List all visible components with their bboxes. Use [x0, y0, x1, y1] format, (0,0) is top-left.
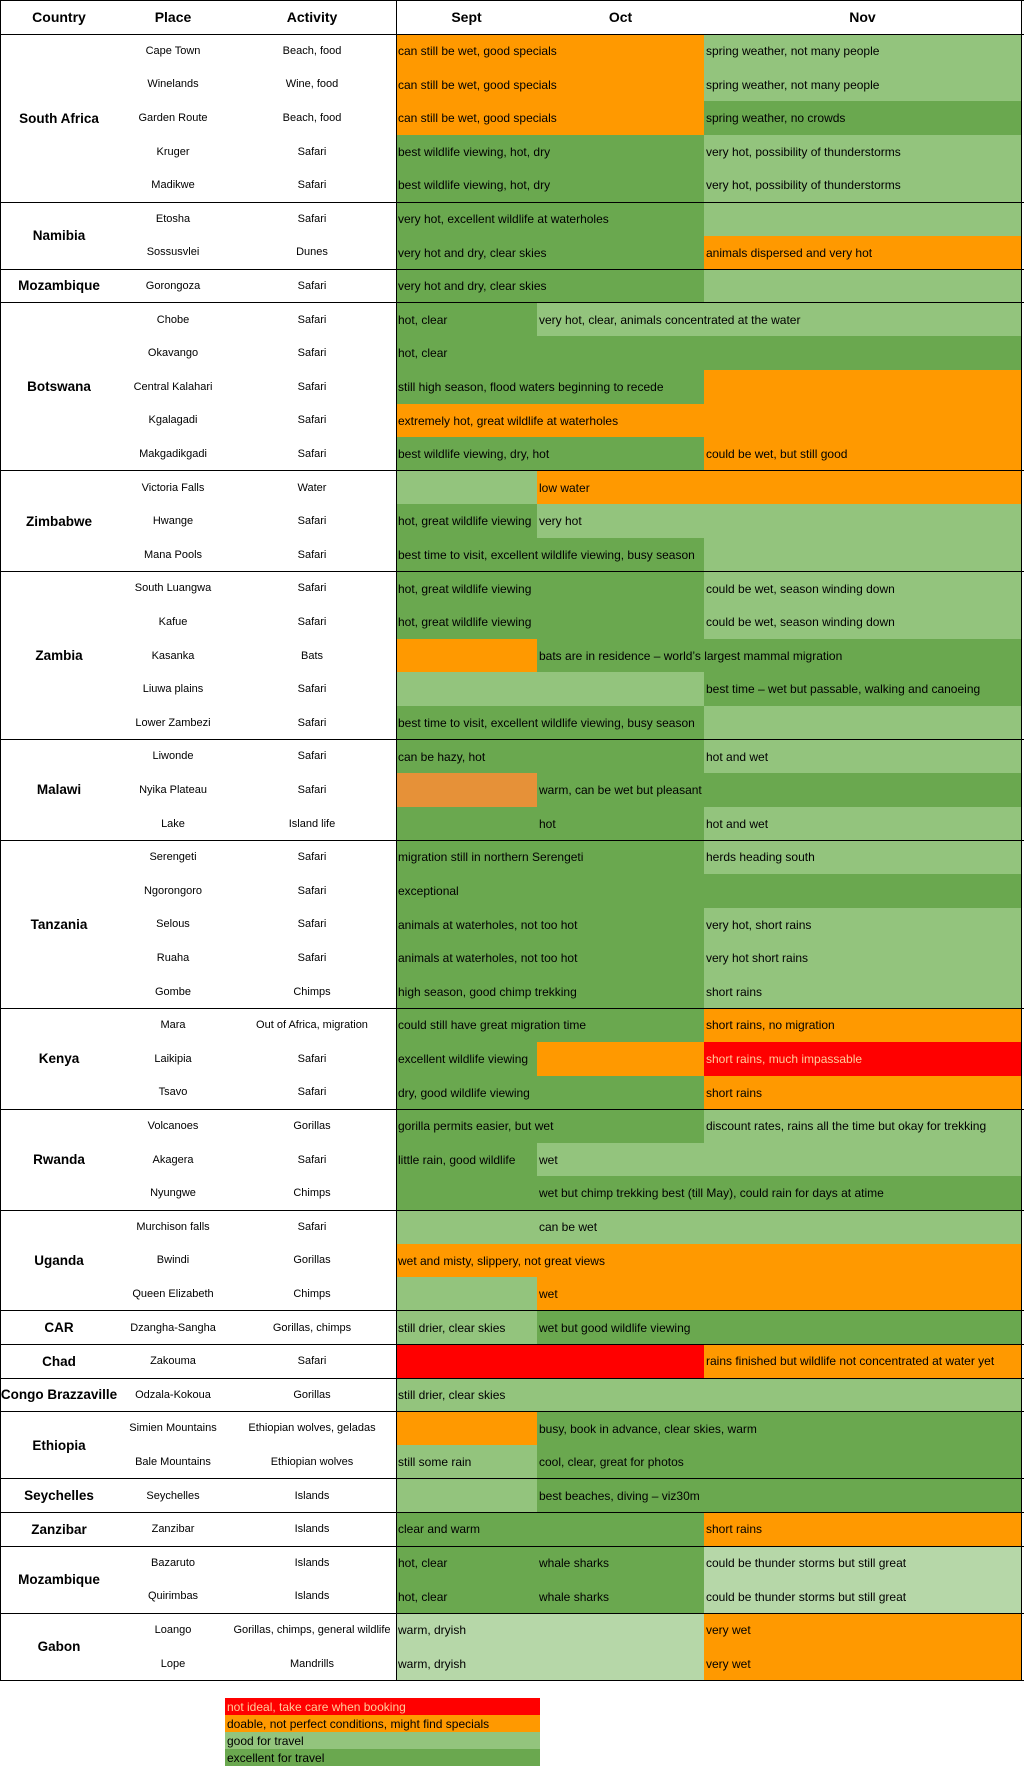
column-divider: [1021, 0, 1022, 1680]
season-note: little rain, good wildlife: [396, 1143, 537, 1177]
activity-name: Safari: [228, 1143, 396, 1177]
season-note: whale sharks: [537, 1546, 704, 1580]
season-note: busy, book in advance, clear skies, warm: [537, 1412, 1021, 1446]
place-name: Nyika Plateau: [118, 773, 228, 807]
row-divider: [0, 302, 1024, 303]
activity-name: Islands: [228, 1512, 396, 1546]
season-note: low water: [537, 471, 1021, 505]
season-note: short rains, no migration: [704, 1008, 1021, 1042]
season-note: wet: [537, 1277, 1021, 1311]
country-name: Rwanda: [0, 1109, 118, 1210]
season-note: hot, great wildlife viewing: [396, 605, 704, 639]
season-note: [704, 202, 1021, 236]
season-note: can be wet: [537, 1210, 1021, 1244]
season-note: very hot and dry, clear skies: [396, 269, 704, 303]
season-note: could be wet, but still good: [704, 437, 1021, 471]
place-name: Seychelles: [118, 1479, 228, 1513]
season-note: hot, great wildlife viewing: [396, 504, 537, 538]
place-name: Laikipia: [118, 1042, 228, 1076]
activity-name: Safari: [228, 706, 396, 740]
activity-name: Out of Africa, migration: [228, 1008, 396, 1042]
season-note: wet but chimp trekking best (till May), could rain for days at atime: [537, 1176, 1021, 1210]
row-divider: [0, 1546, 1024, 1547]
season-note: hot, great wildlife viewing: [396, 572, 704, 606]
activity-name: Safari: [228, 202, 396, 236]
season-note: wet and misty, slippery, not great views: [396, 1244, 1021, 1278]
activity-name: Safari: [228, 572, 396, 606]
season-note: [704, 706, 1021, 740]
place-name: Etosha: [118, 202, 228, 236]
season-note: short rains: [704, 975, 1021, 1009]
season-note: animals at waterholes, not too hot: [396, 941, 704, 975]
column-divider: [0, 0, 1, 1680]
place-name: Nyungwe: [118, 1176, 228, 1210]
season-note: exceptional: [396, 874, 1021, 908]
season-note: could be wet, season winding down: [704, 605, 1021, 639]
activity-name: Wine, food: [228, 68, 396, 102]
season-note: gorilla permits easier, but wet: [396, 1109, 704, 1143]
country-name: Botswana: [0, 303, 118, 471]
season-note: hot, clear: [396, 1546, 537, 1580]
place-name: Mana Pools: [118, 538, 228, 572]
activity-name: Islands: [228, 1479, 396, 1513]
season-note: short rains: [704, 1076, 1021, 1110]
activity-name: Safari: [228, 1042, 396, 1076]
row-divider: [0, 1613, 1024, 1614]
activity-name: Safari: [228, 370, 396, 404]
activity-name: Safari: [228, 740, 396, 774]
place-name: Chobe: [118, 303, 228, 337]
season-note: dry, good wildlife viewing: [396, 1076, 704, 1110]
place-name: Odzala-Kokoua: [118, 1378, 228, 1412]
season-note: hot: [537, 807, 704, 841]
activity-name: Safari: [228, 504, 396, 538]
season-note: can still be wet, good specials: [396, 34, 704, 68]
place-name: Victoria Falls: [118, 471, 228, 505]
activity-name: Water: [228, 471, 396, 505]
season-note: bats are in residence – world’s largest mammal migration: [537, 639, 1021, 673]
country-name: Namibia: [0, 202, 118, 269]
country-name: Gabon: [0, 1613, 118, 1680]
activity-name: Islands: [228, 1580, 396, 1614]
place-name: Gorongoza: [118, 269, 228, 303]
legend-item: doable, not perfect conditions, might find specials: [225, 1715, 540, 1732]
place-name: Serengeti: [118, 840, 228, 874]
season-note: very hot, possibility of thunderstorms: [704, 135, 1021, 169]
season-note: warm, dryish: [396, 1647, 704, 1681]
activity-name: Safari: [228, 135, 396, 169]
season-note: animals at waterholes, not too hot: [396, 908, 704, 942]
activity-name: Chimps: [228, 1277, 396, 1311]
season-note: discount rates, rains all the time but okay for trekking: [704, 1109, 1021, 1143]
header-country: Country: [32, 9, 86, 25]
row-divider: [0, 34, 1024, 35]
season-note: whale sharks: [537, 1580, 704, 1614]
season-note: cool, clear, great for photos: [537, 1445, 1021, 1479]
row-divider: [0, 1478, 1024, 1479]
place-name: Kruger: [118, 135, 228, 169]
season-note: hot, clear: [396, 303, 537, 337]
activity-name: Gorillas, chimps, general wildlife: [228, 1613, 396, 1647]
season-note: extremely hot, great wildlife at waterholes: [396, 404, 1021, 438]
activity-name: Safari: [228, 303, 396, 337]
season-note: very hot, excellent wildlife at waterholes: [396, 202, 704, 236]
activity-name: Safari: [228, 404, 396, 438]
activity-name: Beach, food: [228, 101, 396, 135]
place-name: Makgadikgadi: [118, 437, 228, 471]
row-divider: [0, 269, 1024, 270]
row-divider: [0, 1210, 1024, 1211]
season-note: animals dispersed and very hot: [704, 236, 1021, 270]
country-name: Ethiopia: [0, 1412, 118, 1479]
country-name: Seychelles: [0, 1479, 118, 1513]
country-name: Mozambique: [0, 269, 118, 303]
place-name: Bale Mountains: [118, 1445, 228, 1479]
legend-item: excellent for travel: [225, 1749, 540, 1766]
row-divider: [0, 840, 1024, 841]
place-name: Loango: [118, 1613, 228, 1647]
activity-name: Bats: [228, 639, 396, 673]
season-note: spring weather, not many people: [704, 34, 1021, 68]
season-note: very hot, possibility of thunderstorms: [704, 168, 1021, 202]
place-name: Cape Town: [118, 34, 228, 68]
activity-name: Safari: [228, 538, 396, 572]
place-name: Selous: [118, 908, 228, 942]
country-name: CAR: [0, 1311, 118, 1345]
season-note: very hot, clear, animals concentrated at the water: [537, 303, 1021, 337]
season-note: very hot short rains: [704, 941, 1021, 975]
legend-item: not ideal, take care when booking: [225, 1698, 540, 1715]
season-note: [704, 538, 1021, 572]
season-note: [396, 773, 537, 807]
country-name: Tanzania: [0, 840, 118, 1008]
place-name: Zanzibar: [118, 1512, 228, 1546]
season-note: migration still in northern Serengeti: [396, 840, 704, 874]
season-note: short rains: [704, 1512, 1021, 1546]
header-activity: Activity: [286, 9, 338, 25]
activity-name: Safari: [228, 605, 396, 639]
season-note: still drier, clear skies: [396, 1378, 1021, 1412]
place-name: Zakouma: [118, 1344, 228, 1378]
activity-name: Safari: [228, 1210, 396, 1244]
season-note: very hot, short rains: [704, 908, 1021, 942]
place-name: Dzangha-Sangha: [118, 1311, 228, 1345]
activity-name: Islands: [228, 1546, 396, 1580]
season-note: could be thunder storms but still great: [704, 1580, 1021, 1614]
season-note: [396, 807, 537, 841]
place-name: Madikwe: [118, 168, 228, 202]
activity-name: Gorillas: [228, 1378, 396, 1412]
table-top-border: [0, 0, 1024, 1]
season-note: [396, 1277, 537, 1311]
activity-name: Dunes: [228, 236, 396, 270]
season-note: still some rain: [396, 1445, 537, 1479]
activity-name: Safari: [228, 672, 396, 706]
place-name: Liwonde: [118, 740, 228, 774]
place-name: Sossusvlei: [118, 236, 228, 270]
place-name: Kasanka: [118, 639, 228, 673]
country-name: Mozambique: [0, 1546, 118, 1613]
activity-name: Gorillas, chimps: [228, 1311, 396, 1345]
place-name: Tsavo: [118, 1076, 228, 1110]
activity-name: Safari: [228, 908, 396, 942]
place-name: Quirimbas: [118, 1580, 228, 1614]
season-note: [396, 1479, 537, 1513]
activity-name: Safari: [228, 840, 396, 874]
activity-name: Gorillas: [228, 1109, 396, 1143]
season-note: best wildlife viewing, hot, dry: [396, 135, 704, 169]
place-name: Kgalagadi: [118, 404, 228, 438]
place-name: Lake: [118, 807, 228, 841]
place-name: Bazaruto: [118, 1546, 228, 1580]
season-note: [396, 639, 537, 673]
activity-name: Ethiopian wolves: [228, 1445, 396, 1479]
country-name: Zimbabwe: [0, 471, 118, 572]
place-name: Central Kalahari: [118, 370, 228, 404]
row-divider: [0, 1512, 1024, 1513]
row-divider: [0, 571, 1024, 572]
place-name: Kafue: [118, 605, 228, 639]
season-note: very hot: [537, 504, 1021, 538]
season-note: short rains, much impassable: [704, 1042, 1021, 1076]
country-name: South Africa: [0, 34, 118, 202]
season-note: herds heading south: [704, 840, 1021, 874]
row-divider: [0, 1411, 1024, 1412]
season-note: [396, 1176, 537, 1210]
place-name: Hwange: [118, 504, 228, 538]
season-note: best time to visit, excellent wildlife viewing, busy season: [396, 538, 704, 572]
season-note: best wildlife viewing, hot, dry: [396, 168, 704, 202]
column-divider: [396, 0, 397, 1680]
place-name: Ruaha: [118, 941, 228, 975]
place-name: Queen Elizabeth: [118, 1277, 228, 1311]
season-note: [396, 1210, 537, 1244]
season-note: could be wet, season winding down: [704, 572, 1021, 606]
season-note: very wet: [704, 1647, 1021, 1681]
season-note: wet but good wildlife viewing: [537, 1311, 1021, 1345]
season-note: [396, 1344, 704, 1378]
header-oct: Oct: [608, 9, 633, 25]
place-name: Liuwa plains: [118, 672, 228, 706]
row-divider: [0, 739, 1024, 740]
activity-name: Safari: [228, 941, 396, 975]
country-name: Zambia: [0, 572, 118, 740]
season-note: still high season, flood waters beginning to recede: [396, 370, 704, 404]
activity-name: Gorillas: [228, 1244, 396, 1278]
activity-name: Safari: [228, 1076, 396, 1110]
activity-name: Mandrills: [228, 1647, 396, 1681]
season-note: warm, dryish: [396, 1613, 704, 1647]
header-sept: Sept: [451, 9, 482, 25]
season-note: wet: [537, 1143, 1021, 1177]
activity-name: Safari: [228, 773, 396, 807]
activity-name: Safari: [228, 437, 396, 471]
activity-name: Safari: [228, 874, 396, 908]
place-name: Ngorongoro: [118, 874, 228, 908]
season-note: best beaches, diving – viz30m: [537, 1479, 1021, 1513]
activity-name: Chimps: [228, 1176, 396, 1210]
season-note: hot, clear: [396, 336, 1021, 370]
season-note: can still be wet, good specials: [396, 68, 704, 102]
season-note: [537, 1042, 704, 1076]
season-note: spring weather, no crowds: [704, 101, 1021, 135]
season-note: clear and warm: [396, 1512, 704, 1546]
activity-name: Island life: [228, 807, 396, 841]
activity-name: Safari: [228, 269, 396, 303]
activity-name: Chimps: [228, 975, 396, 1009]
season-note: rains finished but wildlife not concentrated at water yet: [704, 1344, 1021, 1378]
place-name: Gombe: [118, 975, 228, 1009]
season-note: best time – wet but passable, walking and canoeing: [704, 672, 1021, 706]
season-note: [704, 370, 1021, 404]
season-note: best wildlife viewing, dry, hot: [396, 437, 704, 471]
row-divider: [0, 202, 1024, 203]
row-divider: [0, 1378, 1024, 1379]
season-note: high season, good chimp trekking: [396, 975, 704, 1009]
row-divider: [0, 470, 1024, 471]
season-note: [396, 471, 537, 505]
season-note: spring weather, not many people: [704, 68, 1021, 102]
place-name: Volcanoes: [118, 1109, 228, 1143]
row-divider: [0, 1680, 1024, 1681]
row-divider: [0, 1310, 1024, 1311]
country-name: Malawi: [0, 740, 118, 841]
place-name: Simien Mountains: [118, 1412, 228, 1446]
season-note: hot, clear: [396, 1580, 537, 1614]
season-note: can be hazy, hot: [396, 740, 704, 774]
country-name: Uganda: [0, 1210, 118, 1311]
activity-name: Safari: [228, 1344, 396, 1378]
place-name: Akagera: [118, 1143, 228, 1177]
activity-name: Beach, food: [228, 34, 396, 68]
legend-item: good for travel: [225, 1732, 540, 1749]
activity-name: Safari: [228, 168, 396, 202]
row-divider: [0, 1344, 1024, 1345]
place-name: Murchison falls: [118, 1210, 228, 1244]
season-note: could still have great migration time: [396, 1008, 704, 1042]
place-name: Bwindi: [118, 1244, 228, 1278]
country-name: Zanzibar: [0, 1512, 118, 1546]
place-name: Garden Route: [118, 101, 228, 135]
activity-name: Ethiopian wolves, geladas: [228, 1412, 396, 1446]
season-note: very wet: [704, 1613, 1021, 1647]
country-name: Chad: [0, 1344, 118, 1378]
row-divider: [0, 1008, 1024, 1009]
season-note: excellent wildlife viewing: [396, 1042, 537, 1076]
season-note: still drier, clear skies: [396, 1311, 537, 1345]
place-name: Mara: [118, 1008, 228, 1042]
season-note: hot and wet: [704, 740, 1021, 774]
season-note: [396, 1412, 537, 1446]
place-name: Lower Zambezi: [118, 706, 228, 740]
header-nov: Nov: [849, 9, 876, 25]
place-name: Okavango: [118, 336, 228, 370]
season-note: hot and wet: [704, 807, 1021, 841]
season-note: warm, can be wet but pleasant: [537, 773, 1021, 807]
season-note: could be thunder storms but still great: [704, 1546, 1021, 1580]
season-note: [396, 672, 704, 706]
place-name: Winelands: [118, 68, 228, 102]
place-name: South Luangwa: [118, 572, 228, 606]
place-name: Lope: [118, 1647, 228, 1681]
header-place: Place: [154, 9, 192, 25]
season-note: can still be wet, good specials: [396, 101, 704, 135]
country-name: Congo Brazzaville: [0, 1378, 118, 1412]
row-divider: [0, 1109, 1024, 1110]
season-note: very hot and dry, clear skies: [396, 236, 704, 270]
country-name: Kenya: [0, 1008, 118, 1109]
season-note: [704, 269, 1021, 303]
season-note: best time to visit, excellent wildlife viewing, busy season: [396, 706, 704, 740]
activity-name: Safari: [228, 336, 396, 370]
